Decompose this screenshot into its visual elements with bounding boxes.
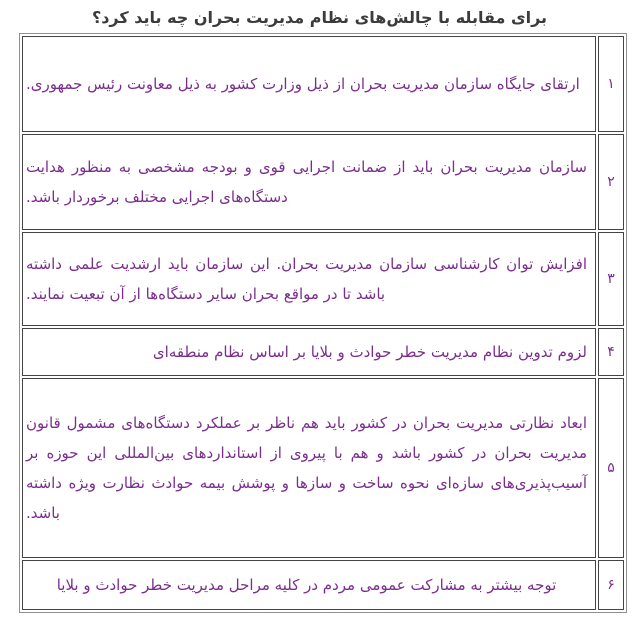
row-number-cell: ۵ (598, 378, 624, 558)
row-number-cell: ۳ (598, 232, 624, 326)
row-text-cell: لزوم تدوین نظام مدیریت خطر حوادث و بلایا بر اساس نظام منطقه‌ای (22, 328, 596, 376)
row-text-cell: توجه بیشتر به مشارکت عمومی مردم در کلیه مراحل مدیریت خطر حوادث و بلایا (22, 560, 596, 610)
row-text-cell: ارتقای جایگاه سازمان مدیریت بحران از ذیل وزارت کشور به ذیل معاونت رئیس جمهوری. (22, 36, 596, 132)
table-row (22, 36, 624, 132)
table-row (22, 560, 624, 610)
table-row (22, 378, 624, 558)
page-title: برای مقابله با چالش‌های نظام مدیریت بحران چه باید کرد؟ (91, 8, 548, 27)
row-number-cell: ۱ (598, 36, 624, 132)
row-text-cell: سازمان مدیریت بحران باید از ضمانت اجرایی قوی و بودجه مشخصی به منظور هدایت دستگاه‌های اجرایی مختلف برخوردار باشد. (22, 134, 596, 230)
row-number-cell: ۲ (598, 134, 624, 230)
row-number-cell: ۶ (598, 560, 624, 610)
row-text-cell: ابعاد نظارتی مدیریت بحران در کشور باید هم ناظر بر عملکرد دستگاه‌های مشمول قانون مدیریت بحران در کشور باشد و هم با پیروی از استانداردهای بین‌المللی این حوزه بر آسیب‌پذیری‌های سازه‌ای نحوه ساخت و سازها و پوشش بیمه حوادث نظارت ویژه داشته باشد. (22, 378, 596, 558)
table-row (22, 134, 624, 230)
row-text-cell: افزایش توان کارشناسی سازمان مدیریت بحران. این سازمان باید ارشدیت علمی داشته باشد تا در مواقع بحران سایر دستگاه‌ها از آن تبعیت نمایند. (22, 232, 596, 326)
table-row (22, 232, 624, 326)
row-number-cell: ۴ (598, 328, 624, 376)
table-row (22, 328, 624, 376)
challenges-table (19, 33, 627, 613)
